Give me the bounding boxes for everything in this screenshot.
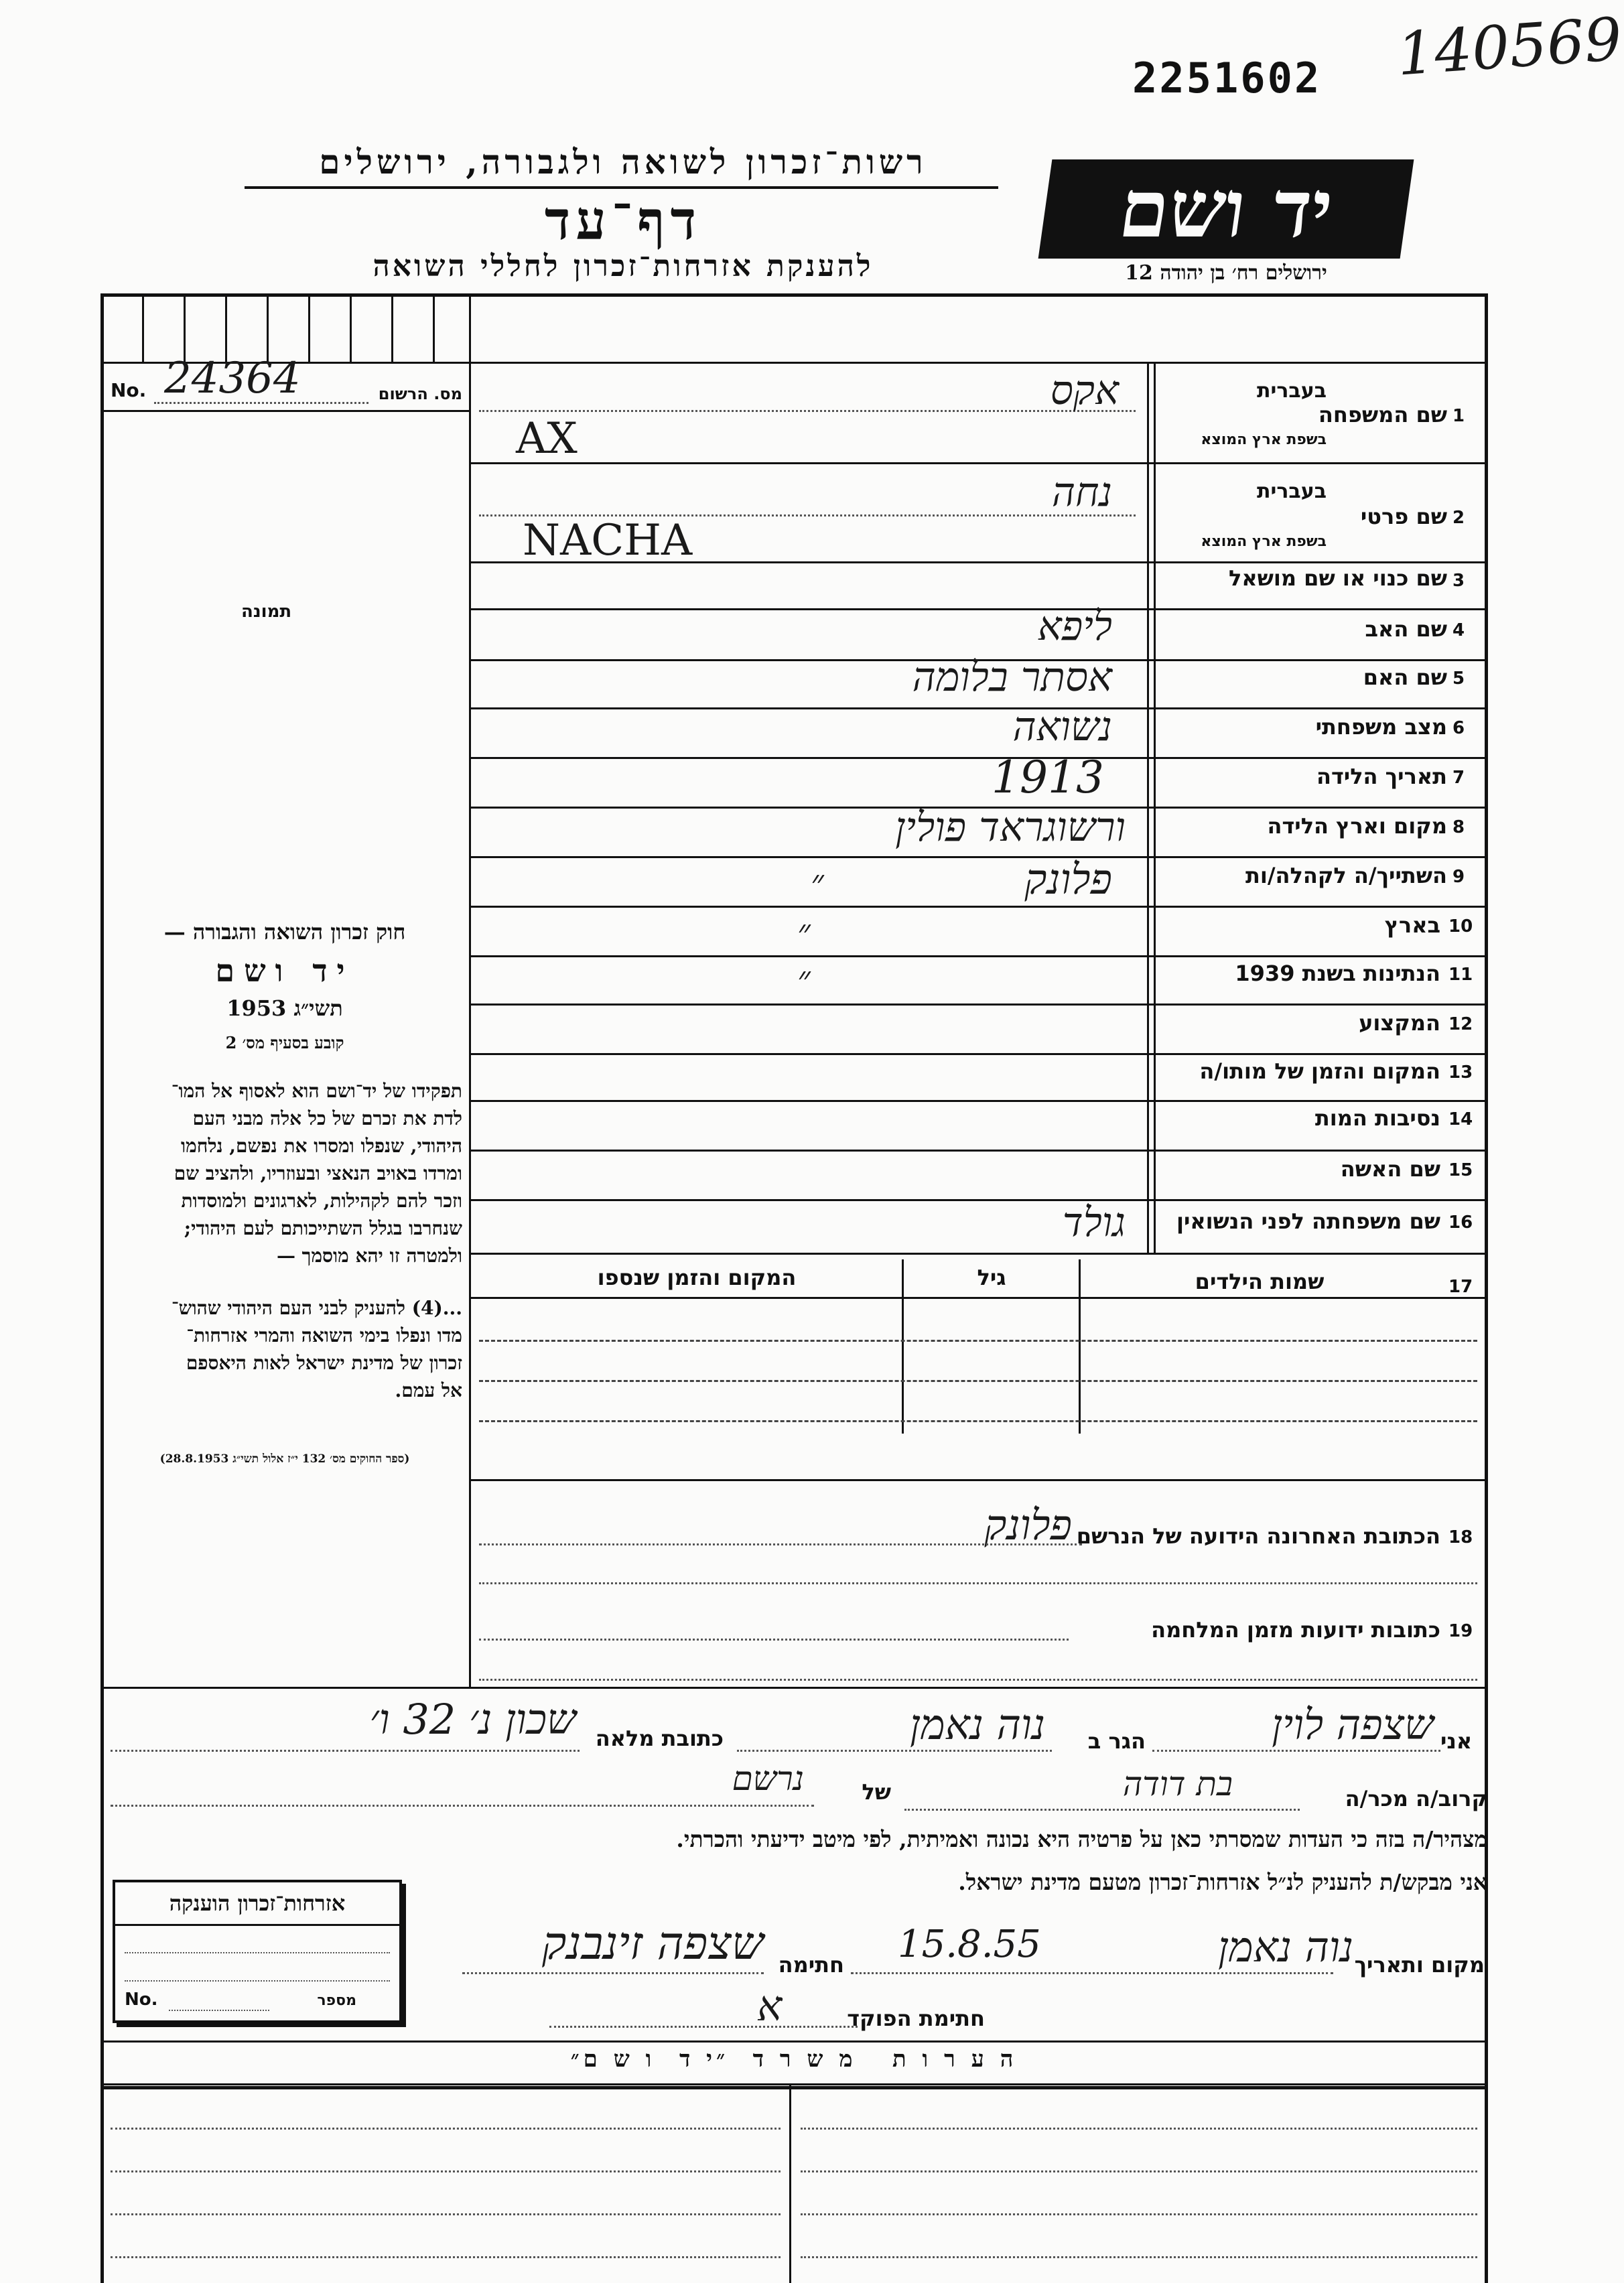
field-16-value: גולד — [1062, 1199, 1126, 1246]
field-8-num: 8 — [1452, 817, 1465, 837]
field-2-value-orig: NACHA — [523, 516, 693, 565]
inspector-label: חתימת הפוקד — [847, 2006, 985, 2031]
field-7-value: 1913 — [992, 752, 1104, 803]
registration-no-label: No. — [111, 379, 147, 401]
law-paragraph-1: תפקידו של יד־ושם הוא לאסוף אל המו־ לדת את זכרם של כל אלה מבני העם היהודי, שנפלו ומסרו את נפשם, נלחמו ומרדו באויב הנאצי ובעוזריו, ולהציב שם וזכר להם לקהילות, לארגונים ולמוסדות שנחרבו בגלל השתייכותם לעם היהודי; ולמטרה זו יהא מוסמך — — [171, 1080, 462, 1267]
stamp-number: 2251602 — [1132, 54, 1322, 102]
field-11-label: הנתינות בשנת 1939 — [1235, 961, 1440, 986]
declarant-of: נרשם — [732, 1759, 804, 1798]
law-clause: קובע בסעיף מס׳ 2 — [225, 1033, 344, 1052]
address: ירושלים רח׳ בן יהודה 12 — [1125, 261, 1327, 285]
declarant-signature: שצפה זינבנק — [541, 1917, 764, 1970]
page-subtitle: להענקת אזרחות־זכרון לחללי השואה — [373, 249, 874, 283]
granted-box — [113, 1880, 402, 2023]
signature-label: חתימה — [778, 1952, 844, 1978]
field-12-num: 12 — [1448, 1014, 1473, 1034]
field-2-label: שם פרטי — [1360, 504, 1447, 529]
field-1-he-label: בעברית — [1257, 379, 1327, 403]
field-19-label: כתובות ידועות מזמן המלחמה — [1151, 1617, 1440, 1643]
field-5-value: אסתר בלומה — [912, 654, 1112, 701]
authority-title: רשות־זכרון לשואה ולגבורה, ירושלים — [319, 142, 927, 182]
page-title: דף־עד — [544, 189, 702, 252]
statement-2: אני מבקש/ת להעניק לנ״ל אזרחות־זכרון מטעם מדינת ישראל. — [958, 1869, 1487, 1895]
field-3-num: 3 — [1452, 571, 1465, 591]
field-9-num: 9 — [1452, 867, 1465, 887]
children-col-age: גיל — [977, 1265, 1006, 1290]
declarant-place: נוה נאמן — [1218, 1923, 1353, 1971]
law-reference: (ספר החוקים מס׳ 132 י״ז אלול תשי״ג 28.8.1953) — [159, 1452, 410, 1466]
photo-label: תמונה — [241, 602, 292, 622]
field-4-num: 4 — [1452, 620, 1465, 640]
yad-vashem-logo: יד ושם — [1038, 159, 1414, 259]
place-date-label: מקום ותאריך — [1354, 1952, 1485, 1978]
field-3-label: שם כנוי או שם מושאל — [1228, 565, 1447, 591]
declarant-ani: אני — [1440, 1728, 1473, 1754]
relation-label: קרוב/ה מכר/ה — [1345, 1786, 1487, 1811]
field-9-label: השתייך/ה לקהלה/ות — [1245, 863, 1447, 888]
remarks-title: ה ע ר ו ת מ ש ר ד ״י ד ו ש ם״ — [570, 2046, 1018, 2073]
registration-label: מס. הרשום — [378, 385, 462, 403]
field-11-value: ״ — [797, 959, 811, 999]
field-4-value: ליפא — [1037, 603, 1112, 650]
statement-1: מצהיר/ה בזה כי העדות שמסרתי כאן על פרטיה היא נכונה ואמיתית, לפי מיטב ידיעתי והכרתי. — [676, 1826, 1487, 1852]
registration-number: 24364 — [164, 354, 301, 403]
field-4-label: שם האב — [1365, 616, 1447, 642]
children-col-place: המקום והזמן שנספו — [597, 1265, 797, 1290]
field-18-value: פלונק — [984, 1501, 1072, 1549]
resides-label: הגר ב — [1087, 1728, 1146, 1754]
field-12-label: המקצוע — [1359, 1010, 1440, 1036]
declaration-date: 15.8.55 — [898, 1923, 1041, 1966]
field-14-label: נסיבות המות — [1314, 1105, 1440, 1131]
address-label: כתובת מלאה — [595, 1726, 724, 1751]
field-18-label: הכתובת האחרונה הידועה של הנרשם — [1076, 1523, 1440, 1549]
field-17-num: 17 — [1448, 1277, 1473, 1297]
field-14-num: 14 — [1448, 1109, 1473, 1129]
granted-box-title: אזרחות־זכרון הוענקה — [169, 1890, 346, 1916]
field-2-he-label: בעברית — [1257, 480, 1327, 503]
field-5-num: 5 — [1452, 669, 1465, 689]
granted-no-label: No. — [125, 1990, 158, 2010]
field-9-value: פלונק — [1024, 855, 1112, 904]
field-8-value: ורשוגראד פולין — [895, 804, 1126, 851]
declarant-city: נוה נאמן — [910, 1700, 1045, 1749]
law-paragraph-2: ...(4) להעניק לבני העם היהודי שהוש־ מדו ונפלו בימי השואה והמרי אזרחות־ זכרון של מדינת ישראל לאות היאספם אל עמם. — [171, 1297, 462, 1401]
declarant-relation: בת דודה — [1122, 1765, 1233, 1803]
field-1-num: 1 — [1452, 406, 1465, 426]
field-8-label: מקום וארץ הלידה — [1267, 813, 1447, 839]
field-10-num: 10 — [1448, 916, 1473, 937]
law-title: חוק זכרון השואה והגבורה — — [163, 919, 406, 945]
field-16-label: שם משפחתה לפני הנשואין — [1176, 1208, 1440, 1234]
field-18-num: 18 — [1448, 1527, 1473, 1547]
field-15-num: 15 — [1448, 1160, 1473, 1180]
field-1-label: שם המשפחה — [1318, 402, 1447, 427]
field-1-orig-label: בשפת ארץ המוצא — [1201, 431, 1327, 448]
declarant-name: שצפה לוין — [1272, 1700, 1434, 1749]
field-1-value-orig: AX — [516, 414, 578, 464]
field-6-num: 6 — [1452, 718, 1465, 738]
field-10-label: בארץ — [1384, 912, 1440, 938]
field-6-value: נשואה — [1012, 703, 1112, 750]
field-2-orig-label: בשפת ארץ המוצא — [1201, 533, 1327, 550]
field-9-ditto: ״ — [811, 863, 824, 903]
field-19-num: 19 — [1448, 1621, 1473, 1641]
field-13-num: 13 — [1448, 1062, 1473, 1083]
field-1-value-he: אקס — [1050, 367, 1119, 414]
declarant-address: שכון נ׳ 32 ו׳ — [369, 1695, 576, 1744]
field-7-label: תאריך הלידה — [1316, 764, 1447, 789]
field-16-num: 16 — [1448, 1213, 1473, 1233]
field-2-num: 2 — [1452, 508, 1465, 528]
field-11-num: 11 — [1448, 965, 1473, 985]
of-label: של — [862, 1779, 891, 1805]
inspector-signature: א — [757, 1982, 783, 2030]
field-15-label: שם האשה — [1340, 1156, 1440, 1182]
law-name: יד ושם — [215, 953, 354, 989]
granted-number-label: מספר — [317, 1992, 356, 2009]
field-7-num: 7 — [1452, 768, 1465, 788]
law-year: תשי״ג 1953 — [226, 995, 343, 1021]
field-13-label: המקום והזמן של מותו/ה — [1199, 1058, 1440, 1084]
field-2-value-he: נחה — [1051, 469, 1112, 516]
children-col-names: שמות הילדים — [1195, 1269, 1325, 1294]
field-5-label: שם האם — [1363, 665, 1447, 690]
handwritten-number: 140569 — [1394, 4, 1624, 89]
field-10-value: ״ — [797, 912, 811, 953]
field-6-label: מצב משפחתי — [1315, 714, 1447, 740]
